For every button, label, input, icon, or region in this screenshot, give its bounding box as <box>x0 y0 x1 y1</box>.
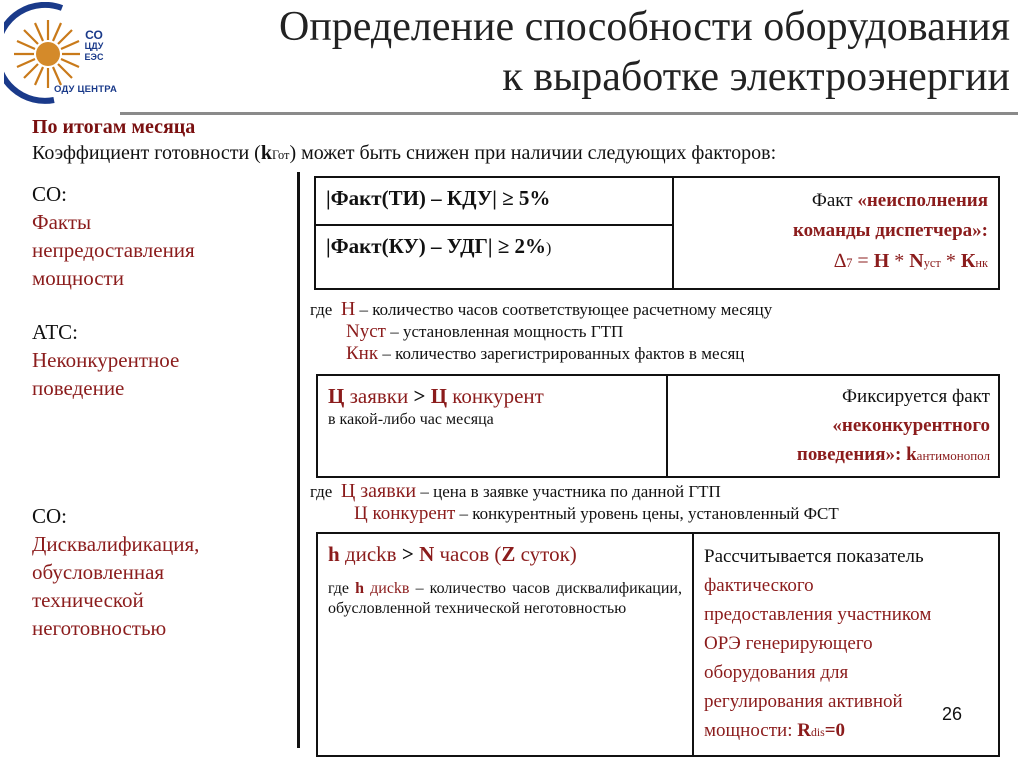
disqualification-condition: h дисkв > N часов (Z суток) где h дисkв – количество часов дисквалификации, обусловленной технической неготовностью <box>317 533 693 756</box>
intro-text: Коэффициент готовности (kГот) может быть снижен при наличии следующих факторов: <box>32 142 777 164</box>
disqualification-box <box>316 532 1000 757</box>
non-competitive-fact: Фиксируется факт «неконкурентного поведения»: kантимонопол <box>667 375 999 477</box>
dispatcher-command-box <box>314 176 1000 290</box>
legend-2: где Ц заявки – цена в заявке участника по данной ГТП Ц конкурент – конкурентный уровень цены, установленный ФСТ <box>310 480 839 524</box>
dispatcher-fact: Факт «неисполнения команды диспетчера»: ∆7 = Н * Nуст * Кнк <box>673 177 999 289</box>
side-label-ats: АТС: Неконкурентное поведение <box>32 320 180 400</box>
delta7-formula: ∆7 = Н * Nуст * Кнк <box>833 250 988 272</box>
logo-caption: ОДУ ЦЕНТРА <box>54 84 117 95</box>
title-divider <box>120 112 1018 115</box>
condition-ti-kdu: |Факт(ТИ) – КДУ| ≥ 5% <box>315 177 673 225</box>
competition-box <box>316 374 1000 478</box>
slide-title: Определение способности оборудования к выработке электроэнергии <box>278 4 1010 100</box>
side-label-so-disqualification: СО: Дисквалификация, обусловленная технической неготовностью <box>32 504 200 640</box>
rdis-indicator: Рассчитывается показатель фактического предоставления участником ОРЭ генерирующего оборудования для регулирования активной мощности: Rdis=0 <box>693 533 999 756</box>
legend-1: где Н – количество часов соответствующее расчетному месяцу Nуст – установленная мощность ГТП Кнк – количество зарегистрированных фактов в месяц <box>310 298 773 364</box>
bid-condition: Ц заявки > Ц конкурент в какой-либо час месяца <box>317 375 667 477</box>
condition-ku-udg: |Факт(КУ) – УДГ| ≥ 2%) <box>315 225 673 289</box>
sub-heading: По итогам месяца <box>32 116 196 138</box>
side-label-so-capacity: СО: Факты непредоставления мощности <box>32 182 195 290</box>
logo-abbreviation: СО ЦДУ ЕЭС <box>84 28 104 62</box>
slide-number: 26 <box>941 704 962 724</box>
vertical-separator <box>297 172 300 748</box>
